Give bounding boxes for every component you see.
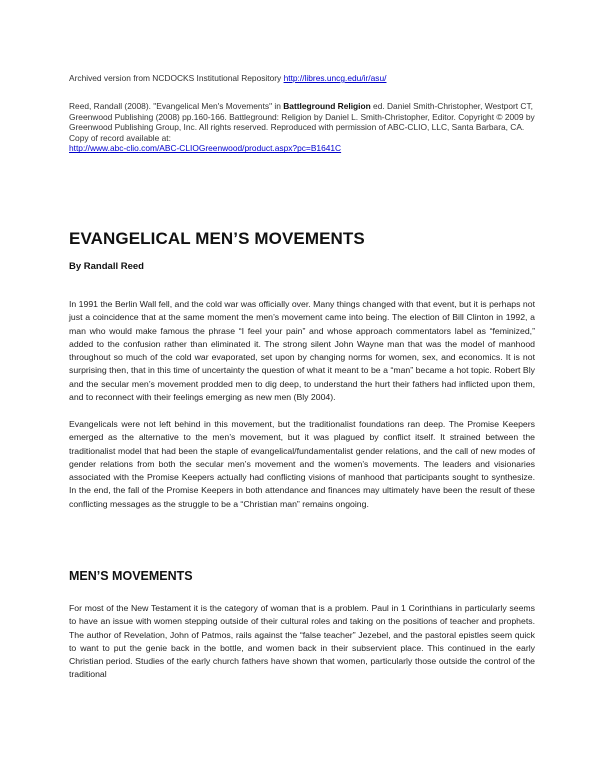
citation-block	[69, 101, 539, 154]
citation-text-1: Reed, Randall (2008). "Evangelical Men's Movements" in	[69, 101, 284, 111]
section-heading: MEN’S MOVEMENTS	[69, 569, 193, 583]
archive-notice	[69, 73, 539, 84]
paragraph-1: In 1991 the Berlin Wall fell, and the cold war was officially over. Many things changed with that event, but it is perhaps not just a coincidence that at the same moment the men’s movement came into being. The election of Bill Clinton in 1992, a man who would make famous the phrase “I feel your pain” and whose approach commentators label as “feminized,” added to the confusion rather than eliminated it. The strong silent John Wayne man that was the model of manhood throughout so much of the cold war evaporated, set upon by changing norms for women, sex, and economics. It is not surprising then, that in this time of uncertainty the question of what it meant to be a “man” became a hot topic. Robert Bly and the secular men’s movement prodded men to dig deep, to understand the hurt their fathers had inflicted upon them, and to reconnect with their feelings emerging as new men (Bly 2004).	[69, 299, 535, 403]
archive-prefix: Archived version from NCDOCKS Institutional Repository	[69, 73, 284, 83]
archive-link[interactable]: http://libres.uncg.edu/ir/asu/	[283, 73, 387, 83]
article-author: By Randall Reed	[69, 261, 144, 272]
article-title: EVANGELICAL MEN’S MOVEMENTS	[69, 229, 365, 248]
citation-link[interactable]: http://www.abc-clio.com/ABC-CLIOGreenwood/product.aspx?pc=B1641C	[69, 143, 342, 154]
paragraph-2: Evangelicals were not left behind in this movement, but the traditionalist foundations ran deep. The Promise Keepers emerged as the alternative to the men’s movement, but it was plagued by conflict itself. It strained between the traditionalist model that had been the staple of evangelical/fundamentalist gender relations, and the call of new modes of gender relations from both the secular men’s movement and the women’s movements. The leaders and visionaries associated with the Promise Keepers actually had conflicting visions of manhood that participants sought to synthesize. In the end, the fall of the Promise Keepers in both attendance and finances may ultimately have been the result of these conflicting messages as the struggle to be a “Christian man” remains ongoing.	[69, 419, 535, 509]
paragraph-3: For most of the New Testament it is the category of woman that is a problem. Paul in 1 Corinthians in particularly seems to have an issue with women stepping outside of their cultural roles and taking on the positions of teacher and prophets. The author of Revelation, John of Patmos, rails against the “false teacher” Jezebel, and the pastoral epistles seem quick to want to put the genie back in the bottle, and women back in their subservient place. This continued in the early Christian period. Studies of the early church fathers have shown that women, particularly those outside the control of the traditional	[69, 603, 535, 680]
citation-book-title: Battleground Religion	[283, 101, 371, 111]
citation-text-2: ed. Daniel Smith-Christopher, Westport CT, Greenwood Publishing (2008) pp.160-166. Battleground: Religion by Daniel L. Smith-Christopher, Editor. Copyright © 2009 by Greenwood Publishing Group, Inc. All rights reserved. Reproduced with permission of ABC-CLIO, LLC, Santa Barbara, CA. Copy of record available at:	[69, 101, 535, 143]
